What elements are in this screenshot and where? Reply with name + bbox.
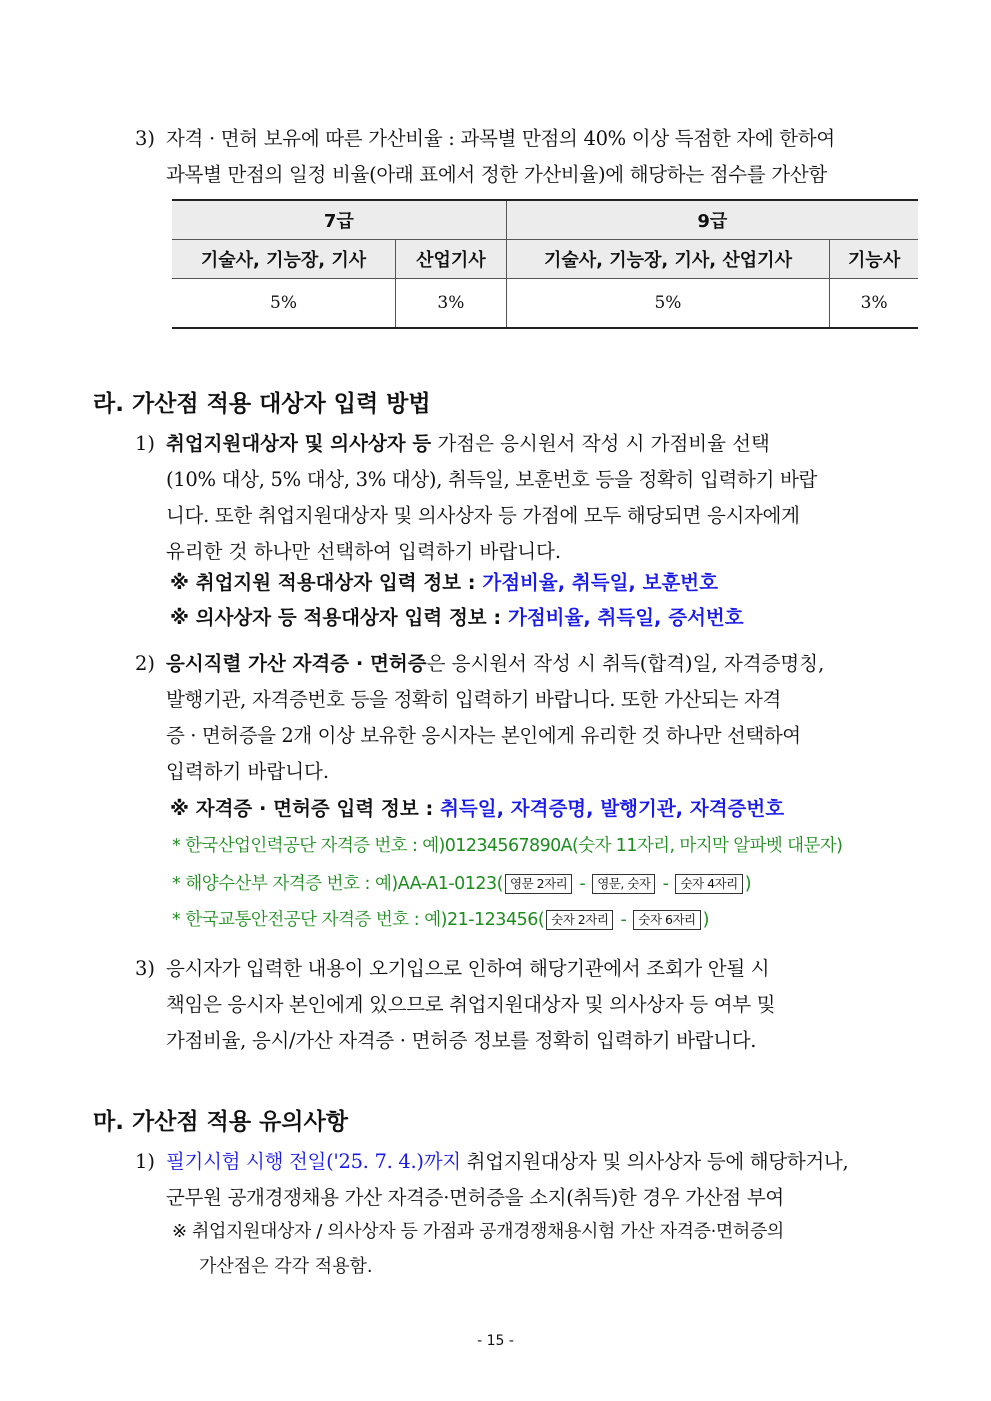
ra-item2-line1-rest: 은 응시원서 작성 시 취득(합격)일, 자격증명칭, [426, 652, 825, 675]
ra-note2-value: 가점비율, 취득일, 증서번호 [508, 606, 744, 629]
ra-item2-bold-lead: 응시직렬 가산 자격증 · 면허증 [166, 652, 427, 675]
ma-item1-line1-rest: 취업지원대상자 및 의사상자 등에 해당하거나, [460, 1150, 849, 1173]
ra-item1-line1-rest: 가점은 응시원서 작성 시 가점비율 선택 [431, 432, 770, 455]
item3-line2: 과목별 만점의 일정 비율(아래 표에서 정한 가산비율)에 해당하는 점수를 가산함 [166, 163, 827, 186]
star-note-kotsa [172, 906, 709, 934]
col-header: 산업기사 [396, 240, 507, 279]
page-number: - 15 - [477, 1333, 514, 1349]
ra-item2-number: 2) [135, 652, 156, 675]
ra-item3-number: 3) [135, 957, 156, 980]
ma-item1-note-line1: ※ 취업지원대상자 / 의사상자 등 가점과 공개경쟁채용시험 가산 자격증·면허증의 [172, 1221, 784, 1242]
ra-note1 [170, 568, 718, 598]
ra-note1-label: ※ 취업지원 적용대상자 입력 정보 : [170, 571, 483, 594]
ma-item1-note-line2: 가산점은 각각 적용함. [199, 1256, 373, 1277]
ra-item1-number: 1) [135, 432, 156, 455]
ra-item2-line1 [166, 645, 824, 682]
dash-separator: - [579, 874, 586, 894]
format-box: 숫자 2자리 [546, 910, 613, 930]
item3-line1: 자격 · 면허 보유에 따른 가산비율 : 과목별 만점의 40% 이상 득점한 자에 한하여 [166, 127, 835, 150]
ra-item1-line1 [166, 425, 770, 462]
ma-item1-blue-lead: 필기시험 시행 전일('25. 7. 4.)까지 [166, 1150, 461, 1173]
ra-item1-line4: 유리한 것 하나만 선택하여 입력하기 바랍니다. [166, 540, 562, 563]
ra-item3-line1: 응시자가 입력한 내용이 오기입으로 인하여 해당기관에서 조회가 안될 시 [166, 957, 770, 980]
table-cell: 3% [830, 279, 918, 329]
col-header: 기능사 [830, 240, 918, 279]
ra-item1-line3: 니다. 또한 취업지원대상자 및 의사상자 등 가점에 모두 해당되면 응시자에게 [166, 504, 800, 527]
format-box: 영문, 숫자 [592, 874, 655, 894]
format-box: 숫자 4자리 [675, 874, 742, 894]
bonus-rate-table [172, 199, 918, 329]
ma-item1-line1 [166, 1143, 848, 1180]
ra-item2-note [170, 794, 784, 824]
ra-item2-note-label: ※ 자격증 · 면허증 입력 정보 : [170, 797, 441, 820]
ra-item1-line2: (10% 대상, 5% 대상, 3% 대상), 취득일, 보훈번호 등을 정확히 입력하기 바랍 [166, 468, 818, 491]
dash-separator: - [662, 874, 669, 894]
star-note-hrdk: * 한국산업인력공단 자격증 번호 : 예)01234567890A(숫자 11자리, 마지막 알파벳 대문자) [172, 836, 843, 856]
ra-note1-value: 가점비율, 취득일, 보훈번호 [482, 571, 718, 594]
star-note-mof-text: * 해양수산부 자격증 번호 : 예)AA-A1-0123( [172, 874, 504, 894]
star-note-kotsa-text: * 한국교통안전공단 자격증 번호 : 예)21-123456( [172, 910, 545, 930]
ra-item2-line3: 증 · 면허증을 2개 이상 보유한 응시자는 본인에게 유리한 것 하나만 선택하여 [166, 724, 801, 747]
ma-item1-number: 1) [135, 1150, 156, 1173]
section-ma-title: 마. 가산점 적용 유의사항 [93, 1109, 348, 1135]
ra-item2-line2: 발행기관, 자격증번호 등을 정확히 입력하기 바랍니다. 또한 가산되는 자격 [166, 688, 782, 711]
col-header: 기술사, 기능장, 기사, 산업기사 [506, 240, 830, 279]
col-header: 기술사, 기능장, 기사 [172, 240, 396, 279]
ra-note2-label: ※ 의사상자 등 적용대상자 입력 정보 : [170, 606, 508, 629]
dash-separator: - [620, 910, 627, 930]
table-cell: 5% [506, 279, 830, 329]
format-box: 숫자 6자리 [633, 910, 700, 930]
table-cell: 3% [396, 279, 507, 329]
star-note-mof [172, 870, 751, 898]
item3-number: 3) [135, 127, 156, 150]
ra-item3-line3: 가점비율, 응시/가산 자격증 · 면허증 정보를 정확히 입력하기 바랍니다. [166, 1029, 757, 1052]
ma-item1-line2: 군무원 공개경쟁채용 가산 자격증·면허증을 소지(취득)한 경우 가산점 부여 [166, 1186, 784, 1209]
ra-item2-note-value: 취득일, 자격증명, 발행기관, 자격증번호 [440, 797, 785, 820]
ra-item1-bold-lead: 취업지원대상자 및 의사상자 등 [166, 432, 432, 455]
ra-note2 [170, 603, 744, 633]
group-7-header: 7급 [172, 200, 506, 240]
ra-item2-line4: 입력하기 바랍니다. [166, 760, 330, 783]
section-ra-title: 라. 가산점 적용 대상자 입력 방법 [93, 391, 431, 417]
ra-item3-line2: 책임은 응시자 본인에게 있으므로 취업지원대상자 및 의사상자 등 여부 및 [166, 993, 776, 1016]
format-box: 영문 2자리 [505, 874, 572, 894]
table-cell: 5% [172, 279, 396, 329]
close-paren: ) [702, 910, 709, 930]
group-9-header: 9급 [506, 200, 918, 240]
close-paren: ) [744, 874, 752, 894]
